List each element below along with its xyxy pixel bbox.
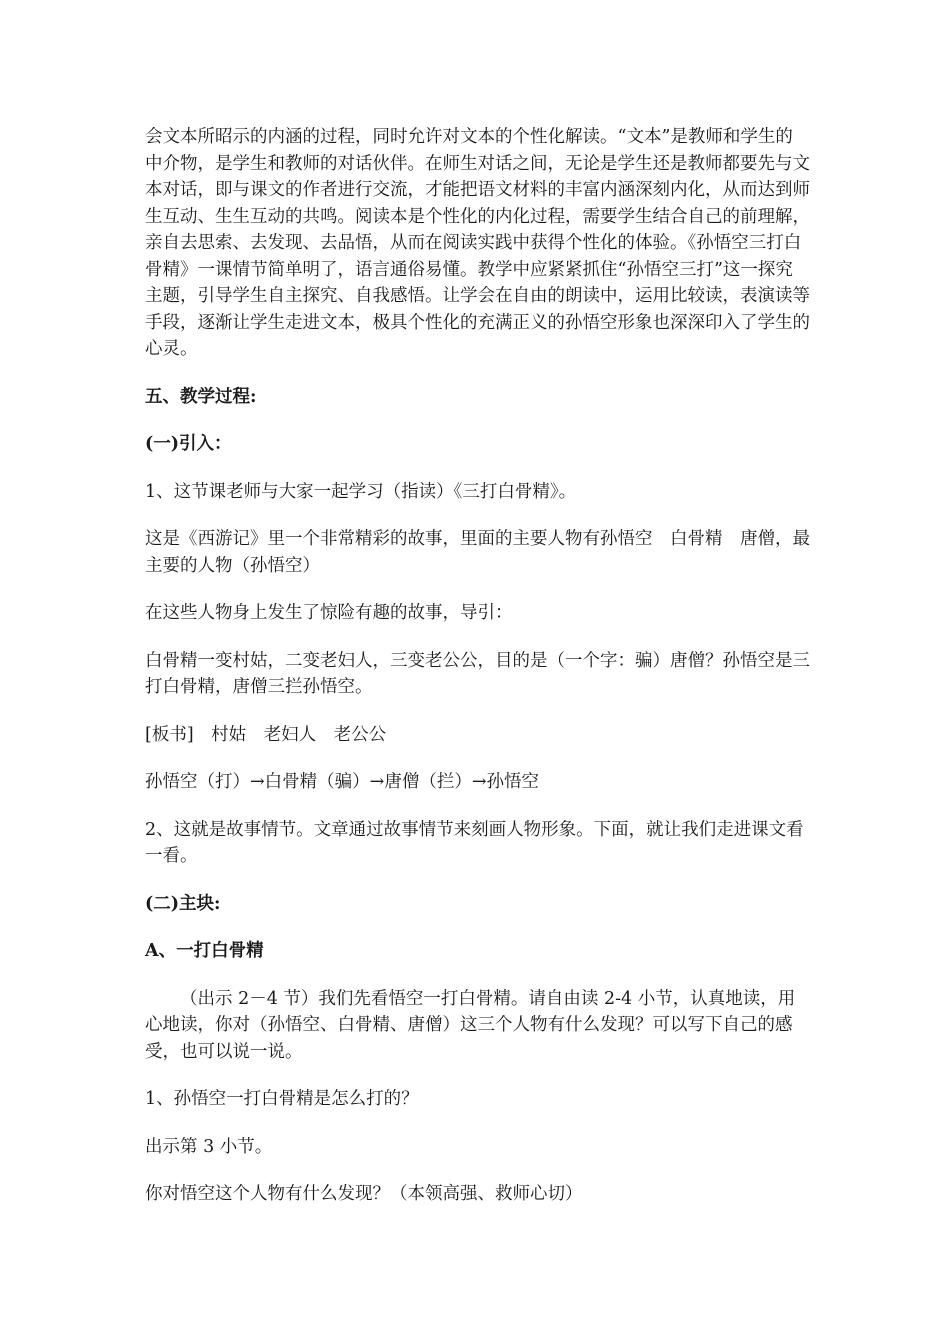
paragraph-9: 1、孙悟空一打白骨精是怎么打的？ <box>145 1089 419 1109</box>
paragraph-1: 1、这节课老师与大家一起学习（指读）《三打白骨精》。 <box>145 481 577 502</box>
document-page <box>145 124 810 1208</box>
intro-paragraph: 会文本所昭示的内涵的过程，同时允许对文本的个性化解读。“文本”是教师和学生的中介物，是学生和教师的对话伙伴。在师生对话之间，无论是学生还是教师都要先与文本对话，即与课文的作者进行交流，才能把语文材料的丰富内涵深刻内化，从而达到师生互动、生生互动的共鸣。阅读本是个性化的内化过程，需要学生结合自己的前理解，亲自去思索、去发现、去品悟，从而在阅读实践中获得个性化的体验。《孙悟空三打白骨精》一课情节简单明了，语言通俗易懂。教学中应紧紧抓住“孙悟空三打”这一探究主题，引导学生自主探究、自我感悟。让学会在自由的朗读中，运用比较读，表演读等手段，逐渐让学生走进文本，极具个性化的充满正义的孙悟空形象也深深印入了学生的心灵。 <box>145 127 810 359</box>
paragraph-8: （出示 2－4 节）我们先看悟空一打白骨精。请自由读 2-4 小节，认真地读，用心地读，你对（孙悟空、白骨精、唐僧）这三个人物有什么发现？可以写下自己的感受，也可以说一说。 <box>145 988 796 1062</box>
subheading-first-strike: A、一打白骨精 <box>145 941 264 961</box>
plot-chain: 孙悟空（打）→白骨精（骗）→唐僧（拦）→孙悟空 <box>145 772 539 792</box>
subheading-introduction: (一)引入： <box>145 434 232 454</box>
paragraph-11: 你对悟空这个人物有什么发现？（本领高强、救师心切） <box>145 1184 583 1204</box>
paragraph-2: 这是《西游记》里一个非常精彩的故事，里面的主要人物有孙悟空 白骨精 唐僧，最主要的人物（孙悟空） <box>145 529 810 576</box>
section-heading-teaching-process: 五、教学过程: <box>145 386 257 407</box>
paragraph-7: 2、这就是故事情节。文章通过故事情节来刻画人物形象。下面，就让我们走进课文看一看。 <box>145 819 804 866</box>
blackboard-notes: [板书] 村姑 老妇人 老公公 <box>145 724 387 745</box>
paragraph-3: 在这些人物身上发生了惊险有趣的故事，导引： <box>145 603 513 623</box>
subheading-main-section: (二)主块: <box>145 893 221 914</box>
paragraph-10: 出示第 3 小节。 <box>145 1136 273 1157</box>
paragraph-4: 白骨精一变村姑，二变老妇人，三变老公公，目的是（一个字：骗）唐僧？孙悟空是三打白骨精，唐僧三拦孙悟空。 <box>145 650 810 697</box>
